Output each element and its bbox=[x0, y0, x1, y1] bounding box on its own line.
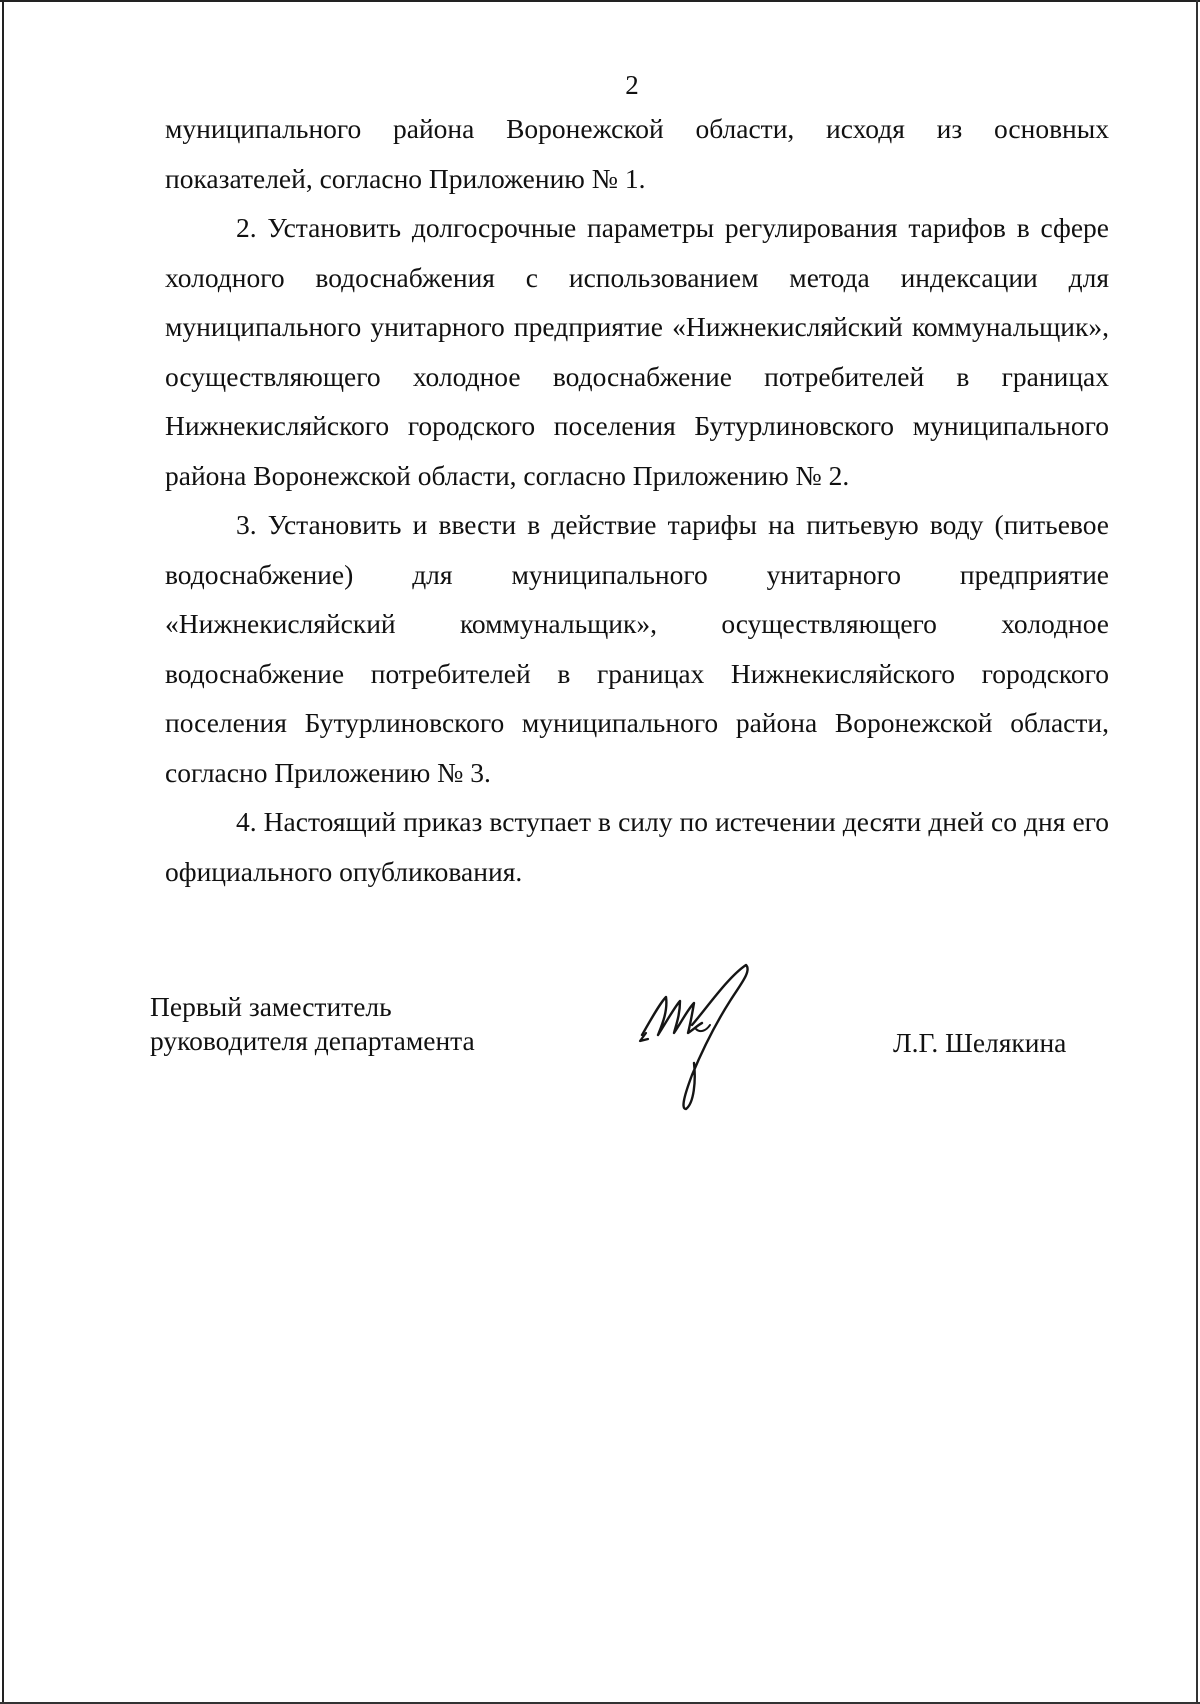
paragraph-item-2: 2. Установить долгосрочные параметры регулирования тарифов в сфере холодного водоснабжения с использованием метода индексации для муниципального унитарного предприятие «Нижнекисляйский коммунальщик», осуществляющего холодное водоснабжение потребителей в границах Нижнекисляйского городского поселения Бутурлиновского муниципального района Воронежской области, согласно Приложению № 2. bbox=[165, 212, 1109, 491]
scan-border-right bbox=[1196, 0, 1198, 1704]
signatory-position-line1: Первый заместитель bbox=[150, 991, 392, 1022]
signatory-position bbox=[150, 990, 475, 1058]
document-body bbox=[165, 104, 1109, 896]
paragraph-continuation: муниципального района Воронежской области, исходя из основных показателей, согласно Приложению № 1. bbox=[165, 113, 1109, 194]
paragraph-item-3: 3. Установить и ввести в действие тарифы на питьевую воду (питьевое водоснабжение) для муниципального унитарного предприятие «Нижнекисляйский коммунальщик», осуществляющего холодное водоснабжение потребителей в границах Нижнекисляйского городского поселения Бутурлиновского муниципального района Воронежской области, согласно Приложению № 3. bbox=[165, 509, 1109, 788]
paragraph-item-4: 4. Настоящий приказ вступает в силу по истечении десяти дней со дня его официального опубликования. bbox=[165, 806, 1109, 887]
signatory-position-line2: руководителя департамента bbox=[150, 1025, 475, 1056]
scan-border-left bbox=[2, 0, 4, 1704]
signatory-name: Л.Г. Шелякина bbox=[893, 1027, 1067, 1058]
handwritten-signature bbox=[636, 963, 786, 1113]
scan-border-top bbox=[0, 0, 1200, 2]
page-number: 2 bbox=[625, 70, 639, 100]
